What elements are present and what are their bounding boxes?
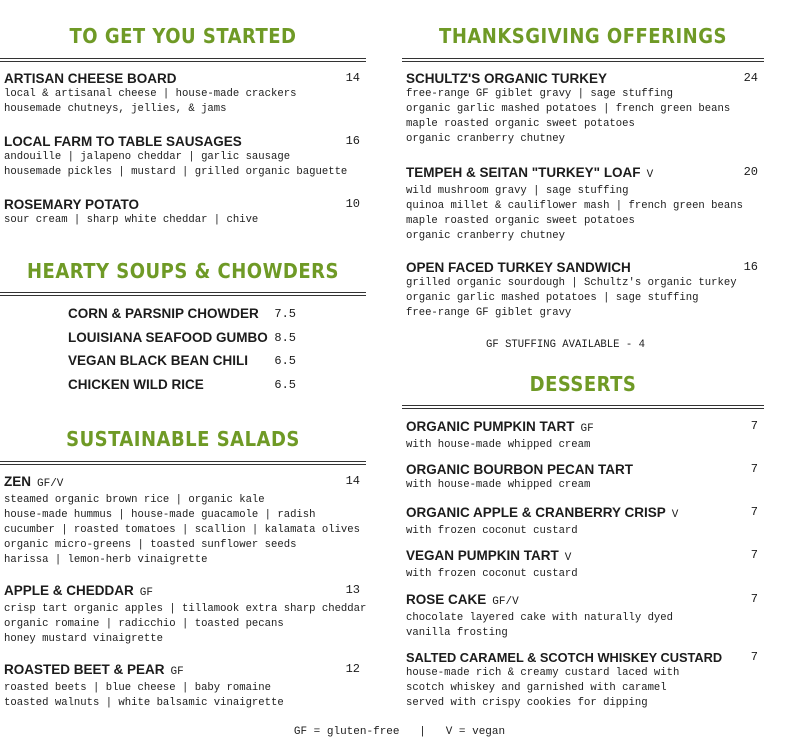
item-price: 7	[750, 462, 758, 476]
item-price: 7	[750, 505, 758, 519]
item-desc: quinoa millet & cauliflower mash | french green beans	[406, 200, 743, 212]
item-desc: sour cream | sharp white cheddar | chive	[4, 214, 259, 226]
item-desc: maple roasted organic sweet potatoes	[406, 118, 635, 130]
diet-tag: GF	[580, 423, 594, 435]
diet-tag: V	[564, 552, 572, 564]
menu-item	[4, 133, 360, 180]
item-name: SALTED CARAMEL & SCOTCH WHISKEY CUSTARD	[406, 650, 723, 665]
item-desc: local & artisanal cheese | house-made crackers	[4, 88, 297, 100]
item-name: ZEN GF/V	[4, 474, 64, 490]
salads-title: SUSTAINABLE SALADS	[66, 427, 300, 451]
menu-item	[4, 473, 360, 568]
item-desc: roasted beets | blue cheese | baby romaine	[4, 682, 272, 694]
diet-tag: V	[671, 509, 679, 521]
item-price: 24	[743, 71, 758, 85]
desserts-title: DESSERTS	[529, 372, 637, 396]
menu-item	[406, 591, 758, 641]
section-divider	[0, 58, 366, 62]
item-price: 16	[743, 260, 758, 274]
menu-item	[406, 547, 758, 582]
menu-item	[406, 461, 758, 493]
item-name: ORGANIC BOURBON PECAN TART	[406, 462, 633, 477]
soup-item: CORN & PARSNIP CHOWDER 7.5	[68, 306, 296, 321]
menu-item	[4, 70, 360, 117]
item-desc: wild mushroom gravy | sage stuffing	[406, 185, 629, 197]
item-desc: housemade pickles | mustard | grilled organic baguette	[4, 166, 348, 178]
item-price: 7	[750, 592, 758, 606]
item-desc: organic micro-greens | toasted sunflower seeds	[4, 539, 297, 551]
item-price: 10	[345, 197, 360, 211]
item-desc: crisp tart organic apples | tillamook extra sharp cheddar	[4, 603, 367, 615]
item-desc: organic romaine | radicchio | toasted pecans	[4, 618, 284, 630]
section-divider	[0, 292, 366, 296]
item-desc: scotch whiskey and garnished with caramel	[406, 682, 667, 694]
diet-tag: GF/V	[492, 596, 519, 608]
item-desc: with house-made whipped cream	[406, 439, 591, 451]
item-price: 7.5	[274, 307, 296, 321]
stuffing-note: GF STUFFING AVAILABLE - 4	[486, 339, 645, 351]
item-desc: chocolate layered cake with naturally dyed	[406, 612, 674, 624]
diet-tag: GF	[139, 587, 153, 599]
item-desc: house-made rich & creamy custard laced with	[406, 667, 680, 679]
soups-title: HEARTY SOUPS & CHOWDERS	[27, 259, 339, 283]
item-desc: with frozen coconut custard	[406, 525, 578, 537]
item-desc: organic garlic mashed potatoes | french green beans	[406, 103, 731, 115]
item-name: SCHULTZ'S ORGANIC TURKEY	[406, 71, 607, 86]
item-price: 14	[345, 71, 360, 85]
item-desc: organic garlic mashed potatoes | sage stuffing	[406, 292, 699, 304]
item-price: 14	[345, 474, 360, 488]
legend-footer: GF = gluten-free | V = vegan	[293, 726, 506, 738]
item-price: 7	[750, 419, 758, 433]
item-price: 6.5	[274, 378, 296, 392]
menu-item	[4, 196, 360, 228]
item-name: ARTISAN CHEESE BOARD	[4, 71, 177, 86]
soup-item: CHICKEN WILD RICE 6.5	[68, 377, 296, 392]
diet-tag: V	[646, 169, 654, 181]
item-price: 7	[750, 548, 758, 562]
menu-item	[4, 661, 360, 711]
item-desc: organic cranberry chutney	[406, 230, 565, 242]
menu-item	[406, 649, 758, 711]
menu-item	[406, 259, 758, 321]
item-desc: organic cranberry chutney	[406, 133, 565, 145]
diet-tag: GF/V	[37, 478, 64, 490]
section-divider	[402, 405, 764, 409]
item-name: ROASTED BEET & PEAR GF	[4, 662, 184, 678]
item-name: ROSEMARY POTATO	[4, 197, 140, 212]
item-name: ORGANIC PUMPKIN TART GF	[406, 419, 594, 435]
item-desc: honey mustard vinaigrette	[4, 633, 163, 645]
item-desc: grilled organic sourdough | Schultz's organic turkey	[406, 277, 737, 289]
item-price: 12	[345, 662, 360, 676]
item-desc: maple roasted organic sweet potatoes	[406, 215, 635, 227]
item-desc: housemade chutneys, jellies, & jams	[4, 103, 227, 115]
item-price: 16	[345, 134, 360, 148]
soup-item: VEGAN BLACK BEAN CHILI 6.5	[68, 353, 296, 368]
soup-item: LOUISIANA SEAFOOD GUMBO 8.5	[68, 330, 296, 345]
item-name: LOCAL FARM TO TABLE SAUSAGES	[4, 134, 242, 149]
menu-item	[406, 504, 758, 539]
item-name: OPEN FACED TURKEY SANDWICH	[406, 260, 631, 275]
thanksgiving-title: THANKSGIVING OFFERINGS	[439, 24, 727, 48]
item-desc: harissa | lemon-herb vinaigrette	[4, 554, 208, 566]
item-desc: with frozen coconut custard	[406, 568, 578, 580]
section-divider	[0, 461, 366, 465]
item-desc: free-range GF giblet gravy | sage stuffing	[406, 88, 674, 100]
menu-item	[406, 418, 758, 453]
menu-item	[4, 582, 367, 647]
item-desc: vanilla frosting	[406, 627, 508, 639]
menu-item	[406, 164, 758, 244]
starters-title: TO GET YOU STARTED	[69, 24, 297, 48]
item-desc: steamed organic brown rice | organic kale	[4, 494, 265, 506]
item-desc: cucumber | roasted tomatoes | scallion | kalamata olives	[4, 524, 361, 536]
item-name: APPLE & CHEDDAR GF	[4, 583, 153, 599]
section-divider	[402, 58, 764, 62]
item-price: 13	[345, 583, 360, 597]
item-price: 20	[743, 165, 758, 179]
item-desc: house-made hummus | house-made guacamole | radish	[4, 509, 316, 521]
diet-tag: GF	[170, 666, 184, 678]
item-name: ROSE CAKE GF/V	[406, 592, 519, 608]
item-name: ORGANIC APPLE & CRANBERRY CRISP V	[406, 505, 679, 521]
item-desc: free-range GF giblet gravy	[406, 307, 572, 319]
item-price: 7	[750, 650, 758, 664]
item-price: 8.5	[274, 331, 296, 345]
menu-item	[406, 70, 758, 147]
item-desc: andouille | jalapeno cheddar | garlic sausage	[4, 151, 291, 163]
item-desc: toasted walnuts | white balsamic vinaigrette	[4, 697, 284, 709]
item-desc: served with crispy cookies for dipping	[406, 697, 648, 709]
item-desc: with house-made whipped cream	[406, 479, 591, 491]
item-name: VEGAN PUMPKIN TART V	[406, 548, 572, 564]
item-price: 6.5	[274, 354, 296, 368]
item-name: TEMPEH & SEITAN "TURKEY" LOAF V	[406, 165, 654, 181]
